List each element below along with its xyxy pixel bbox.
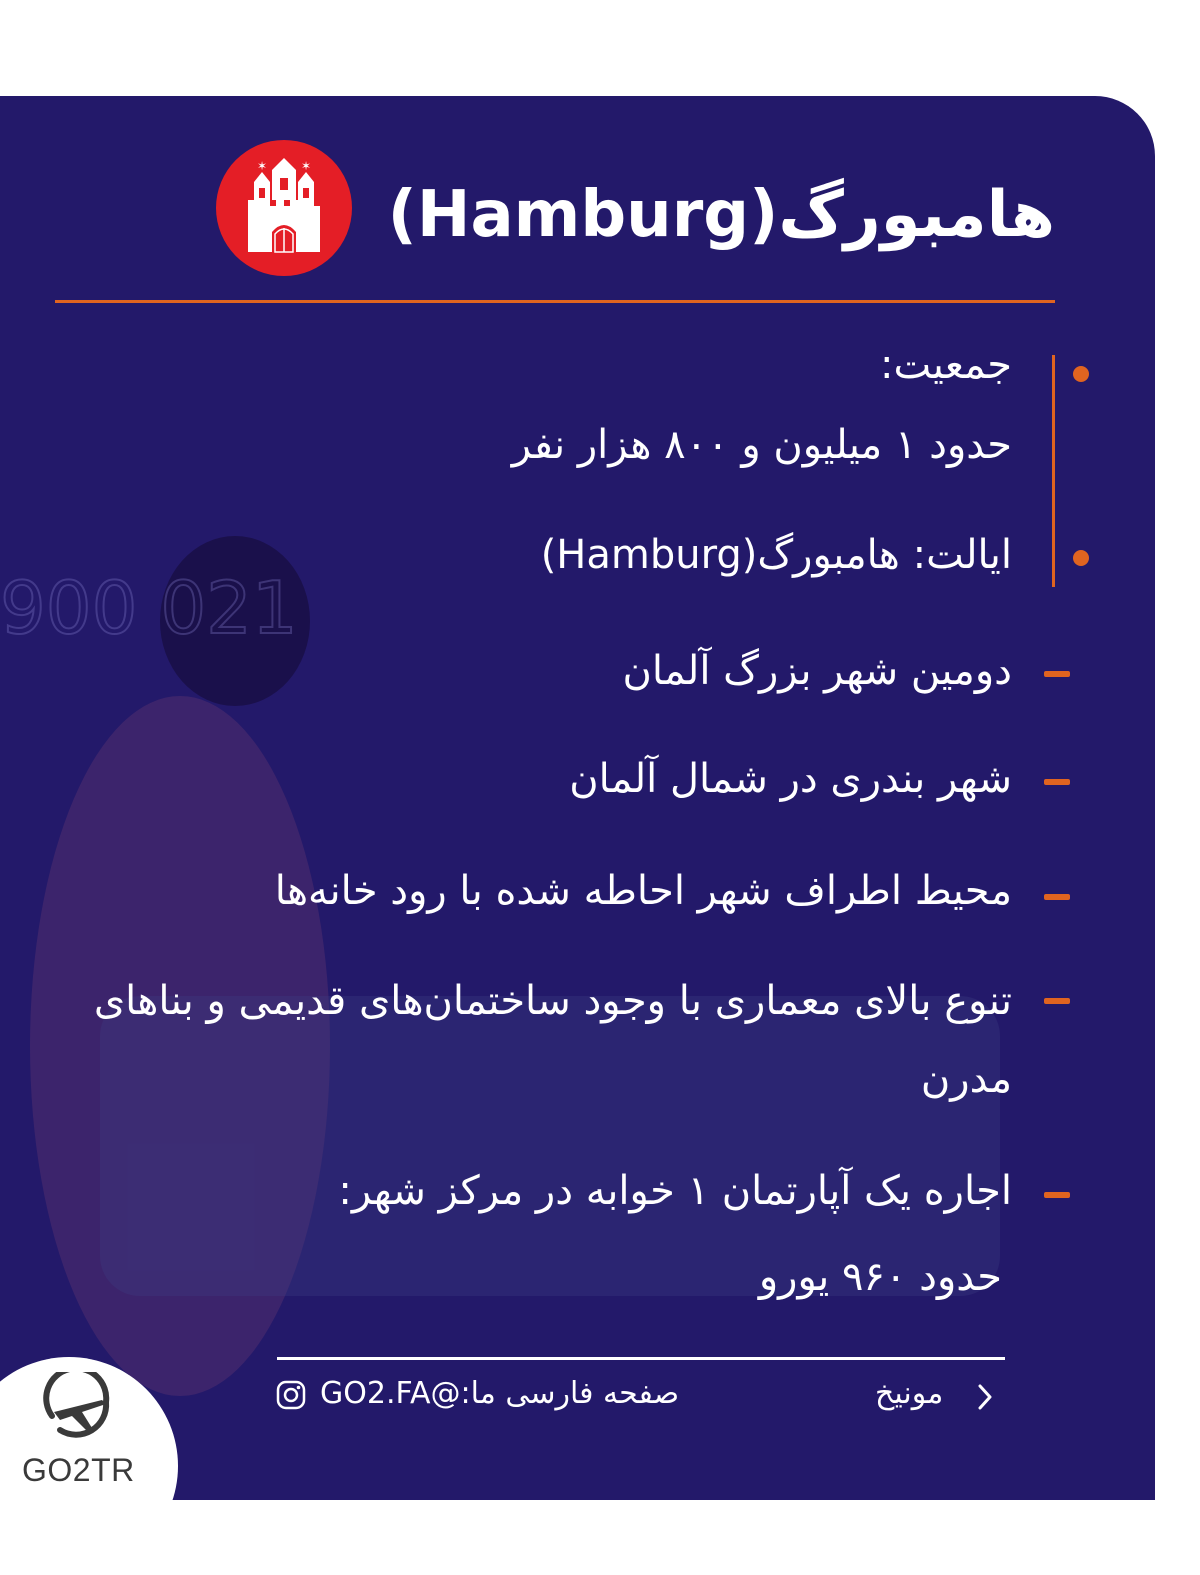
population-value: حدود ۱ میلیون و ۸۰۰ هزار نفر xyxy=(511,422,1012,468)
fact-item: تنوع بالای معماری با وجود ساختمان‌های قدیمی و بناهای مدرن xyxy=(93,978,1012,1102)
svg-text:✶: ✶ xyxy=(300,159,312,173)
bullet-dot xyxy=(1073,550,1089,566)
bullet-dash xyxy=(1044,894,1070,900)
plane-globe-icon xyxy=(40,1372,118,1444)
page-title: هامبورگ(Hamburg) xyxy=(387,178,1055,252)
background-number: 900 021 xyxy=(0,566,298,650)
logo-text: GO2TR xyxy=(22,1452,135,1488)
chevron-right-icon[interactable] xyxy=(975,1382,995,1412)
rent-value: حدود ۹۶۰ یورو xyxy=(758,1254,1002,1300)
population-label: جمعیت: xyxy=(880,342,1012,388)
bullet-dot xyxy=(1073,366,1089,382)
fact-item: دومین شهر بزرگ آلمان xyxy=(622,648,1012,694)
instagram-icon[interactable] xyxy=(276,1380,306,1410)
footer-divider xyxy=(277,1357,1005,1360)
emblem-badge xyxy=(216,140,352,276)
rent-label: اجاره یک آپارتمان ۱ خوابه در مرکز شهر: xyxy=(338,1168,1012,1214)
bullet-dash xyxy=(1044,779,1070,785)
next-city-link[interactable]: مونیخ xyxy=(875,1376,944,1411)
fact-item: شهر بندری در شمال آلمان xyxy=(569,756,1012,802)
svg-text:✶: ✶ xyxy=(256,159,268,173)
hamburg-coat-of-arms-icon xyxy=(216,140,352,276)
bullet-dash xyxy=(1044,998,1070,1004)
bullet-dash xyxy=(1044,671,1070,677)
info-accent-bar xyxy=(1052,355,1055,587)
title-divider xyxy=(55,300,1055,303)
state-label: ایالت: هامبورگ(Hamburg) xyxy=(540,532,1012,578)
fact-item: محیط اطراف شهر احاطه شده با رود خانه‌ها xyxy=(274,868,1012,914)
bullet-dash xyxy=(1044,1192,1070,1198)
instagram-handle[interactable]: صفحه فارسی ما:@GO2.FA xyxy=(320,1376,680,1411)
